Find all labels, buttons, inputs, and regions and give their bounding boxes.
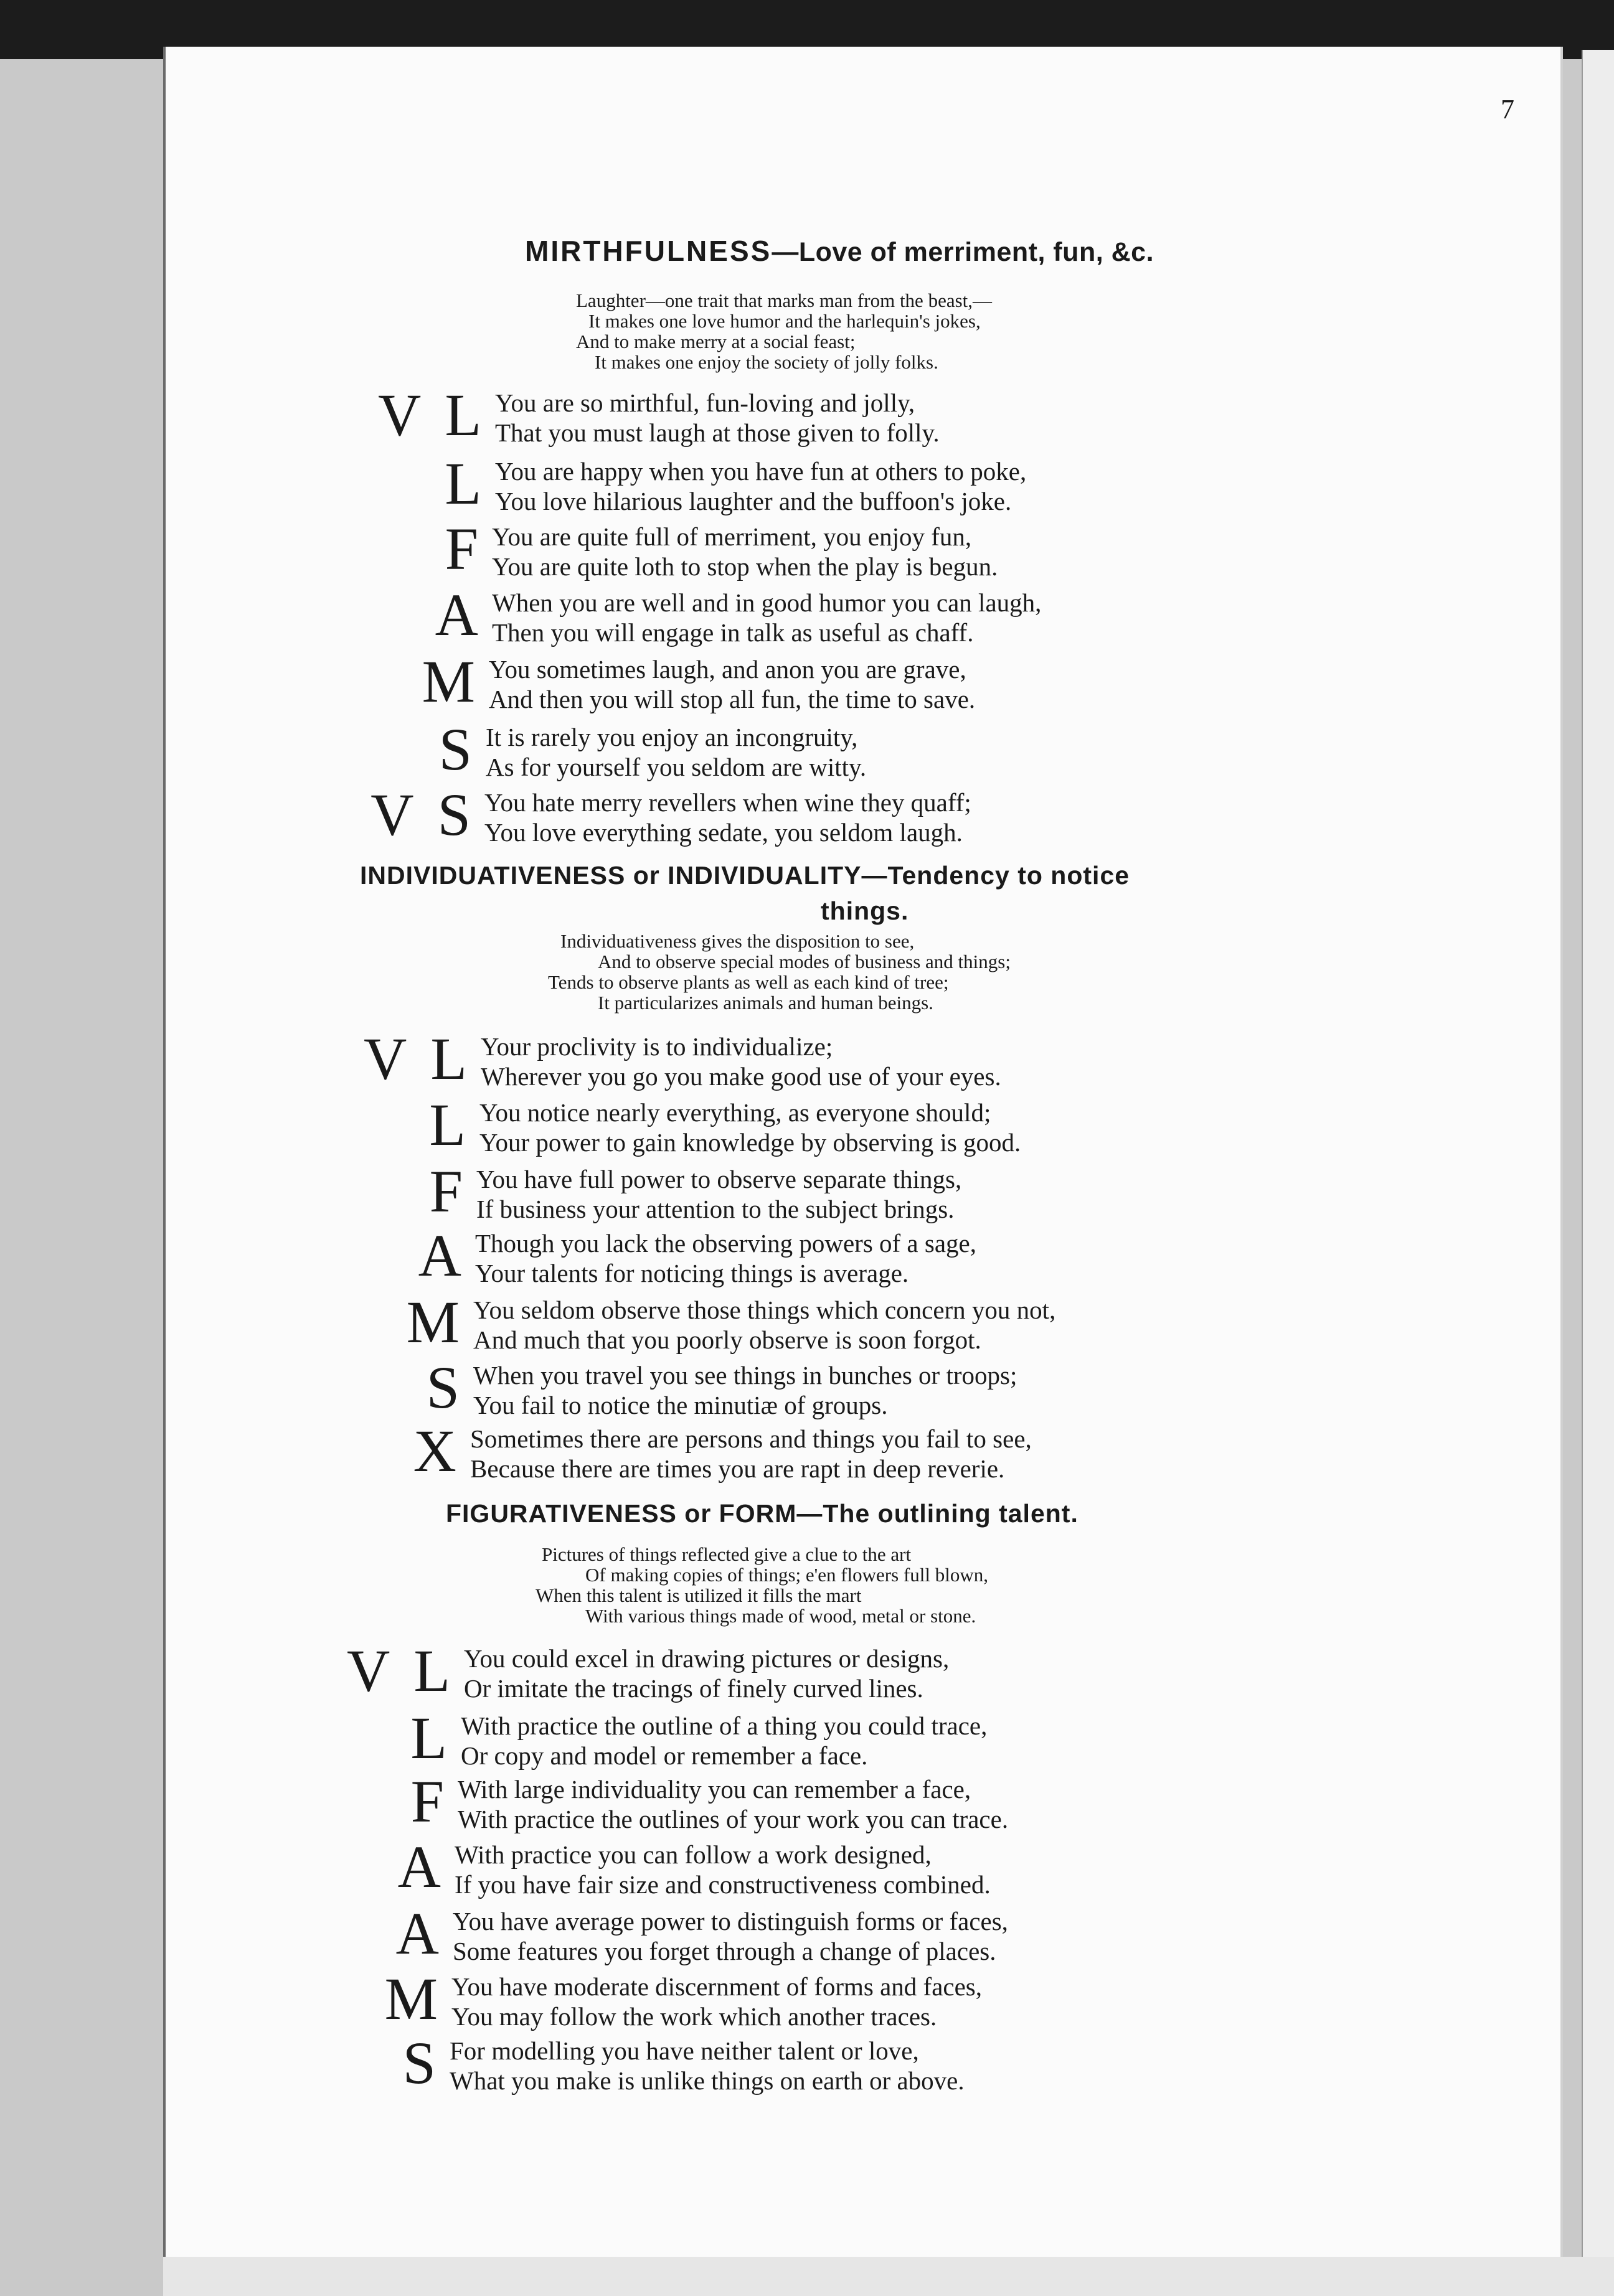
verse-line: You are quite full of merriment, you enjoy fun, [492, 522, 972, 551]
verse-lines [476, 1164, 961, 1224]
rating-letter: M [406, 1289, 460, 1355]
rating-letters [387, 1768, 444, 1835]
intro-line: And to observe special modes of business and things; [598, 951, 1011, 972]
rating-letters [354, 382, 481, 448]
rating-letters [361, 1965, 438, 2032]
rating-verse [445, 450, 1027, 522]
section-heading-subtitle: —Love of merriment, fun, &c. [772, 237, 1154, 267]
rating-letter: A [418, 1222, 461, 1289]
rating-letters [347, 781, 471, 848]
rating-verse [406, 1289, 1056, 1361]
rating-verse [418, 1222, 976, 1294]
verse-line: Because there are times you are rapt in deep reverie. [470, 1454, 1005, 1483]
verse-lines [461, 1711, 987, 1771]
section-heading [360, 861, 1130, 890]
rating-letter: L [445, 382, 481, 448]
verse-lines [481, 1032, 1001, 1091]
verse-line: With practice the outlines of your work you can trace. [458, 1805, 1009, 1833]
rating-letter: F [410, 1768, 444, 1835]
verse-line: You love hilarious laughter and the buffoon's joke. [495, 487, 1012, 515]
intro-line: It makes one love humor and the harlequin's jokes, [588, 310, 981, 332]
verse-line: Though you lack the observing powers of a sage, [475, 1229, 976, 1258]
rating-letters [374, 1833, 441, 1900]
rating-verse [413, 1418, 1032, 1490]
verse-lines [479, 1098, 1021, 1157]
rating-letters [387, 1705, 447, 1771]
section-intro-verse [576, 290, 992, 372]
rating-verse [410, 1768, 1009, 1840]
verse-line: Some features you forget through a change of places. [453, 1937, 996, 1965]
rating-verse [364, 1025, 1001, 1098]
rating-letter: F [445, 515, 478, 582]
rating-letter: A [397, 1833, 441, 1900]
verse-line: When you travel you see things in bunches or troops; [473, 1361, 1017, 1390]
verse-line: You sometimes laugh, and anon you are grave, [489, 655, 966, 684]
rating-letters [412, 581, 478, 648]
rating-letter: M [422, 648, 475, 715]
verse-line: Sometimes there are persons and things you fail to see, [470, 1424, 1032, 1453]
rating-verse [370, 781, 971, 854]
rating-verse [422, 648, 976, 720]
section-heading-title: MIRTHFULNESS [525, 235, 772, 267]
verse-lines [473, 1360, 1017, 1420]
verse-lines [464, 1644, 949, 1703]
rating-letter: L [445, 450, 481, 517]
rating-letters [383, 1289, 460, 1355]
rating-verse [445, 515, 998, 588]
verse-lines [458, 1774, 1008, 1834]
verse-lines [492, 588, 1041, 647]
rating-letters [340, 1025, 467, 1092]
intro-line: It particularizes animals and human beings. [598, 992, 933, 1014]
section-heading [525, 234, 1154, 268]
intro-line: Individuativeness gives the disposition to see, [560, 930, 915, 952]
section-intro-verse [536, 1543, 988, 1627]
rating-verse [438, 716, 867, 788]
verse-line: For modelling you have neither talent or love, [450, 2036, 919, 2065]
verse-line: You have full power to observe separate things, [476, 1165, 962, 1193]
rating-letters [415, 716, 472, 783]
verse-lines [451, 1972, 982, 2031]
rating-letters [422, 515, 478, 582]
verse-lines [473, 1295, 1055, 1355]
verse-line: And much that you poorly observe is soon forgot. [473, 1325, 981, 1354]
verse-lines [495, 456, 1026, 516]
verse-line: Your power to gain knowledge by observing is good. [479, 1128, 1021, 1157]
verse-line: When you are well and in good humor you can laugh, [492, 588, 1042, 617]
verse-line: That you must laugh at those given to folly. [495, 418, 940, 447]
intro-line: It makes one enjoy the society of jolly folks. [595, 351, 938, 373]
rating-letter: L [413, 1637, 450, 1704]
intro-line: When this talent is utilized it fills the mart [536, 1584, 862, 1606]
section-heading-title: INDIVIDUATIVENESS or INDIVIDUALITY [360, 861, 862, 890]
intro-line: And to make merry at a social feast; [576, 331, 856, 352]
rating-letter: A [395, 1900, 439, 1967]
rating-letter: L [410, 1705, 447, 1771]
rating-letter: S [437, 781, 471, 848]
verse-line: If you have fair size and constructiveness combined. [455, 1870, 991, 1899]
intro-line: Pictures of things reflected give a clue to the art [542, 1543, 912, 1565]
rating-letter: L [430, 1025, 467, 1092]
rating-letter: V [347, 1637, 390, 1704]
verse-lines [492, 522, 998, 581]
verse-line: Or imitate the tracings of finely curved lines. [464, 1674, 923, 1703]
rating-letters [405, 1091, 466, 1158]
verse-line: Or copy and model or remember a face. [461, 1741, 868, 1770]
verse-line: You could excel in drawing pictures or designs, [464, 1644, 950, 1673]
section-intro-verse [548, 930, 1011, 1014]
verse-lines [453, 1906, 1008, 1966]
verse-lines [455, 1840, 991, 1899]
rating-letter: S [438, 716, 472, 783]
rating-letter: L [429, 1091, 466, 1158]
rating-verse [395, 1900, 1008, 1972]
rating-letter: V [370, 781, 414, 848]
rating-letters [421, 450, 481, 517]
verse-line: With practice you can follow a work designed, [455, 1840, 932, 1869]
verse-line: With large individuality you can remember a face, [458, 1775, 971, 1804]
rating-letter: X [413, 1418, 456, 1484]
verse-lines [484, 788, 971, 847]
rating-letters [390, 1418, 456, 1484]
rating-letter: F [429, 1158, 463, 1225]
verse-line: With practice the outline of a thing you could trace, [461, 1711, 988, 1740]
verse-line: You are quite loth to stop when the play is begun. [492, 552, 998, 581]
intro-line: Tends to observe plants as well as each kind of tree; [548, 971, 949, 993]
page-number: 7 [1501, 94, 1514, 125]
rating-letters [372, 1900, 439, 1967]
rating-letters [403, 1354, 460, 1421]
verse-line: As for yourself you seldom are witty. [486, 753, 867, 781]
rating-letters [399, 648, 475, 715]
rating-letter: M [384, 1965, 438, 2032]
rating-letter: S [402, 2030, 436, 2096]
rating-letter: A [435, 581, 478, 648]
section-heading-subtitle: —Tendency to notice [861, 861, 1130, 890]
rating-letter: V [364, 1025, 407, 1092]
verse-line: Then you will engage in talk as useful as chaff. [492, 618, 974, 647]
verse-line: You have moderate discernment of forms and faces, [451, 1972, 983, 2001]
rating-verse [347, 1637, 950, 1710]
verse-lines [470, 1424, 1032, 1484]
rating-letters [323, 1637, 450, 1704]
verse-line: Your talents for noticing things is average. [475, 1259, 909, 1287]
verse-line: What you make is unlike things on earth or above. [450, 2066, 965, 2095]
verse-line: Wherever you go you make good use of your eyes. [481, 1062, 1001, 1091]
verse-line: You are so mirthful, fun-loving and jolly, [495, 388, 915, 417]
verse-line: You fail to notice the minutiæ of groups. [473, 1391, 888, 1419]
rating-verse [410, 1705, 988, 1777]
verse-lines [489, 654, 975, 714]
rating-verse [435, 581, 1042, 654]
rating-verse [429, 1158, 962, 1230]
rating-verse [397, 1833, 991, 1906]
verse-line: You notice nearly everything, as everyone should; [479, 1098, 991, 1127]
verse-lines [475, 1228, 976, 1288]
rating-verse [426, 1354, 1017, 1426]
rating-verse [429, 1091, 1021, 1164]
section-heading-subtitle: —The outlining talent. [796, 1499, 1078, 1528]
rating-letter: V [378, 382, 422, 448]
rating-verse [378, 382, 940, 454]
verse-line: You seldom observe those things which concern you not, [473, 1296, 1056, 1324]
rating-letters [406, 1158, 463, 1225]
verse-line: You are happy when you have fun at others to poke, [495, 457, 1027, 486]
verse-line: If business your attention to the subject brings. [476, 1195, 955, 1223]
verse-lines [495, 388, 940, 448]
section-heading-title: FIGURATIVENESS or FORM [446, 1499, 797, 1528]
verse-line: You love everything sedate, you seldom laugh. [484, 818, 963, 847]
verse-lines [450, 2036, 965, 2096]
intro-line: Of making copies of things; e'en flowers full blown, [585, 1564, 988, 1586]
rating-letters [395, 1222, 461, 1289]
verse-line: You have average power to distinguish forms or faces, [453, 1907, 1008, 1936]
verse-line: You hate merry revellers when wine they quaff; [484, 788, 971, 817]
section-heading [446, 1499, 1078, 1528]
rating-letter: S [426, 1354, 460, 1421]
verse-line: Your proclivity is to individualize; [481, 1032, 833, 1061]
verse-lines [486, 722, 866, 782]
verse-line: You may follow the work which another traces. [451, 2002, 937, 2031]
rating-verse [402, 2030, 965, 2102]
rating-verse [384, 1965, 983, 2038]
section-heading-continuation: things. [821, 896, 909, 925]
rating-letters [379, 2030, 436, 2096]
intro-line: Laughter—one trait that marks man from the beast,— [576, 289, 993, 311]
intro-line: With various things made of wood, metal or stone. [585, 1605, 976, 1627]
verse-line: And then you will stop all fun, the time to save. [489, 685, 976, 713]
verse-line: It is rarely you enjoy an incongruity, [486, 723, 858, 751]
